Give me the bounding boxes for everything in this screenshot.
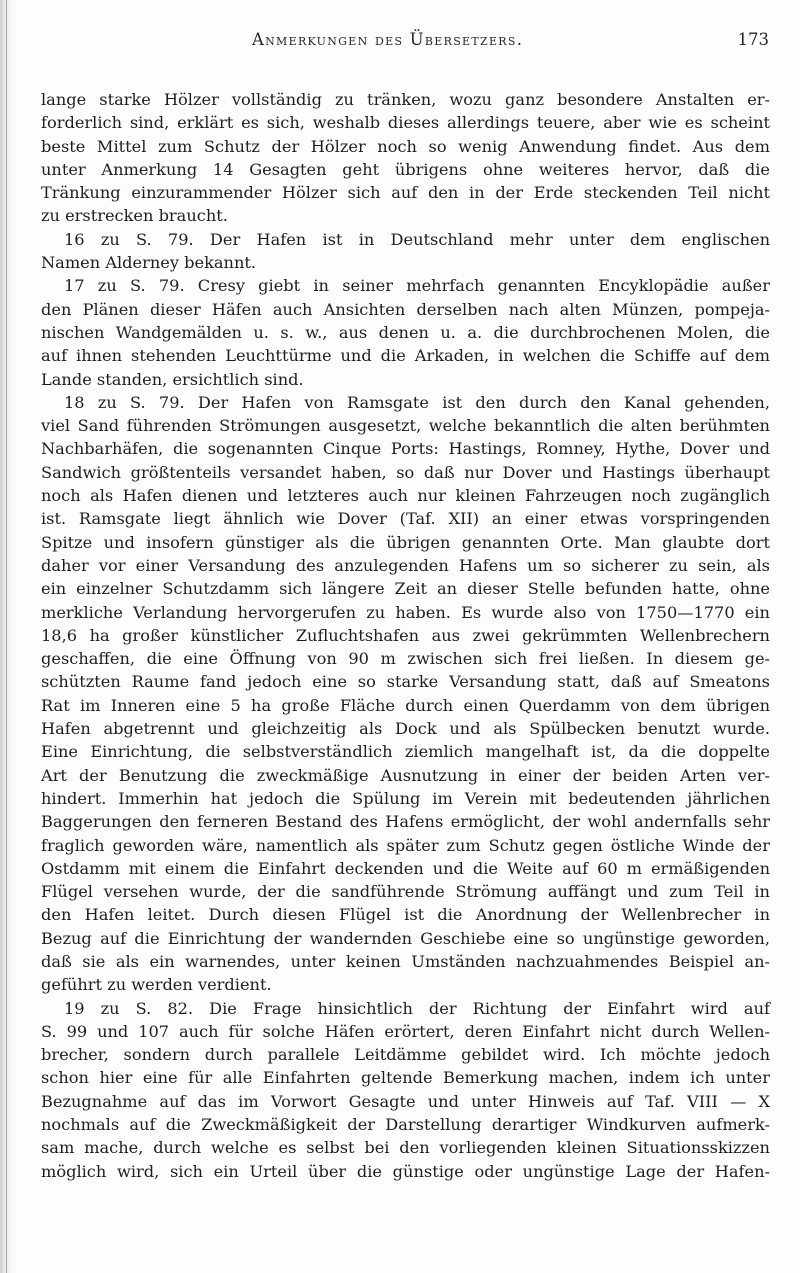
text-line: Spitze und insofern günstiger als die übrigen genannten Orte. Man glaubte dort [41,532,770,552]
text-line: nischen Wandgemälden u. s. w., aus denen u. a. die durchbrochenen Molen, die [41,322,770,342]
text-line: Eine Einrichtung, die selbstverständlich ziemlich mangelhaft ist, da die doppelte [41,742,770,762]
body-text [41,88,770,1183]
page-edge-line [6,0,7,1273]
text-line: merkliche Verlandung hervorgerufen zu haben. Es wurde also von 1750—1770 ein [41,602,770,622]
text-line: den Hafen leitet. Durch diesen Flügel ist die Anordnung der Wellenbrecher in [41,905,770,925]
text-line: Bezugnahme auf das im Vorwort Gesagte und unter Hinweis auf Taf. VIII — X [41,1091,770,1111]
text-line: viel Sand führenden Strömungen ausgesetzt, welche bekanntlich die alten berühmten [41,416,770,436]
text-line: ist. Ramsgate liegt ähnlich wie Dover (Taf. XII) an einer etwas vorspringenden [41,509,770,529]
text-line: lange starke Hölzer vollständig zu tränken, wozu ganz besondere Anstalten er- [41,90,770,109]
text-line: Ostdamm mit einem die Einfahrt deckenden und die Weite auf 60 m ermäßigenden [41,858,770,878]
text-line: nochmals auf die Zweckmäßigkeit der Darstellung derartiger Windkurven aufmerk- [41,1115,770,1135]
text-line: unter Anmerkung 14 Gesagten geht übrigens ohne weiteres hervor, daß die [41,159,770,179]
text-line: 17 zu S. 79. Cresy giebt in seiner mehrfach genannten Encyklopädie außer [64,276,770,296]
text-line: ein einzelner Schutzdamm sich längere Zeit an dieser Stelle befunden hatte, ohne [41,579,770,599]
text-line: noch als Hafen dienen und letzteres auch nur kleinen Fahrzeugen noch zugänglich [41,486,770,506]
text-line: hindert. Immerhin hat jedoch die Spülung im Verein mit bedeutenden jährlichen [41,788,770,808]
text-line: daher vor einer Versandung des anzulegenden Hafens um so sicherer zu sein, als [41,555,770,575]
text-line: daß sie als ein warnendes, unter keinen Umständen nachzuahmendes Beispiel an- [41,951,770,971]
text-line: möglich wird, sich ein Urteil über die günstige oder ungünstige Lage der Hafen- [41,1161,770,1181]
page-binding-shadow [0,0,16,1273]
text-line: beste Mittel zum Schutz der Hölzer noch so wenig Anwendung findet. Aus dem [41,136,770,156]
text-line: Flügel versehen wurde, der die sandführende Strömung auffängt und zum Teil in [41,882,770,902]
text-line: Nachbarhäfen, die sogenannten Cinque Ports: Hastings, Romney, Hythe, Dover und [41,439,770,459]
text-line: 19 zu S. 82. Die Frage hinsichtlich der Richtung der Einfahrt wird auf [64,998,770,1018]
text-line: zu erstrecken braucht. [41,206,228,226]
text-line: geführt zu werden verdient. [41,975,272,995]
text-line: sam mache, durch welche es selbst bei den vorliegenden kleinen Situationsskizzen [41,1138,770,1158]
running-head [0,30,800,70]
text-line: Baggerungen den ferneren Bestand des Hafens ermöglicht, der wohl andernfalls sehr [41,812,770,832]
text-line: schützten Raume fand jedoch eine so starke Versandung statt, daß auf Smeatons [41,672,770,692]
text-line: Art der Benutzung die zweckmäßige Ausnutzung in einer der beiden Arten ver- [41,765,770,785]
text-line: Tränkung einzurammender Hölzer sich auf den in der Erde steckenden Teil nicht [41,183,770,203]
text-line: 18 zu S. 79. Der Hafen von Ramsgate ist den durch den Kanal gehenden, [64,392,770,412]
text-line: S. 99 und 107 auch für solche Häfen erörtert, deren Einfahrt nicht durch Wellen- [41,1021,770,1041]
text-line: Hafen abgetrennt und gleichzeitig als Dock und als Spülbecken benutzt wurde. [41,719,770,739]
text-line: schon hier eine für alle Einfahrten geltende Bemerkung machen, indem ich unter [41,1068,770,1088]
text-line: Rat im Inneren eine 5 ha große Fläche durch einen Querdamm von dem übrigen [41,695,770,715]
text-line: den Plänen dieser Häfen auch Ansichten derselben nach alten Münzen, pompeja- [41,299,770,319]
text-line: Sandwich größtenteils versandet haben, so daß nur Dover und Hastings überhaupt [41,462,770,482]
text-line: auf ihnen stehenden Leuchttürme und die Arkaden, in welchen die Schiffe auf dem [41,346,770,366]
running-head-title: Anmerkungen des Übersetzers. [252,30,524,49]
text-line: Namen Alderney bekannt. [41,253,257,273]
text-line: geschaffen, die eine Öffnung von 90 m zwischen sich frei ließen. In diesem ge- [41,649,770,669]
text-line: 18,6 ha großer künstlicher Zufluchtshafen aus zwei gekrümmten Wellenbrechern [41,625,770,645]
text-line: Bezug auf die Einrichtung der wandernden Geschiebe eine so ungünstige geworden, [41,928,770,948]
text-line: Lande standen, ersichtlich sind. [41,369,304,389]
text-line: 16 zu S. 79. Der Hafen ist in Deutschland mehr unter dem englischen [64,229,770,249]
page-number: 173 [737,30,769,49]
text-line: brecher, sondern durch parallele Leitdämme gebildet wird. Ich möchte jedoch [41,1045,770,1065]
text-line: fraglich geworden wäre, namentlich als später zum Schutz gegen östliche Winde der [41,835,770,855]
text-line: forderlich sind, erklärt es sich, weshalb dieses allerdings teuere, aber wie es scheint [41,113,770,133]
